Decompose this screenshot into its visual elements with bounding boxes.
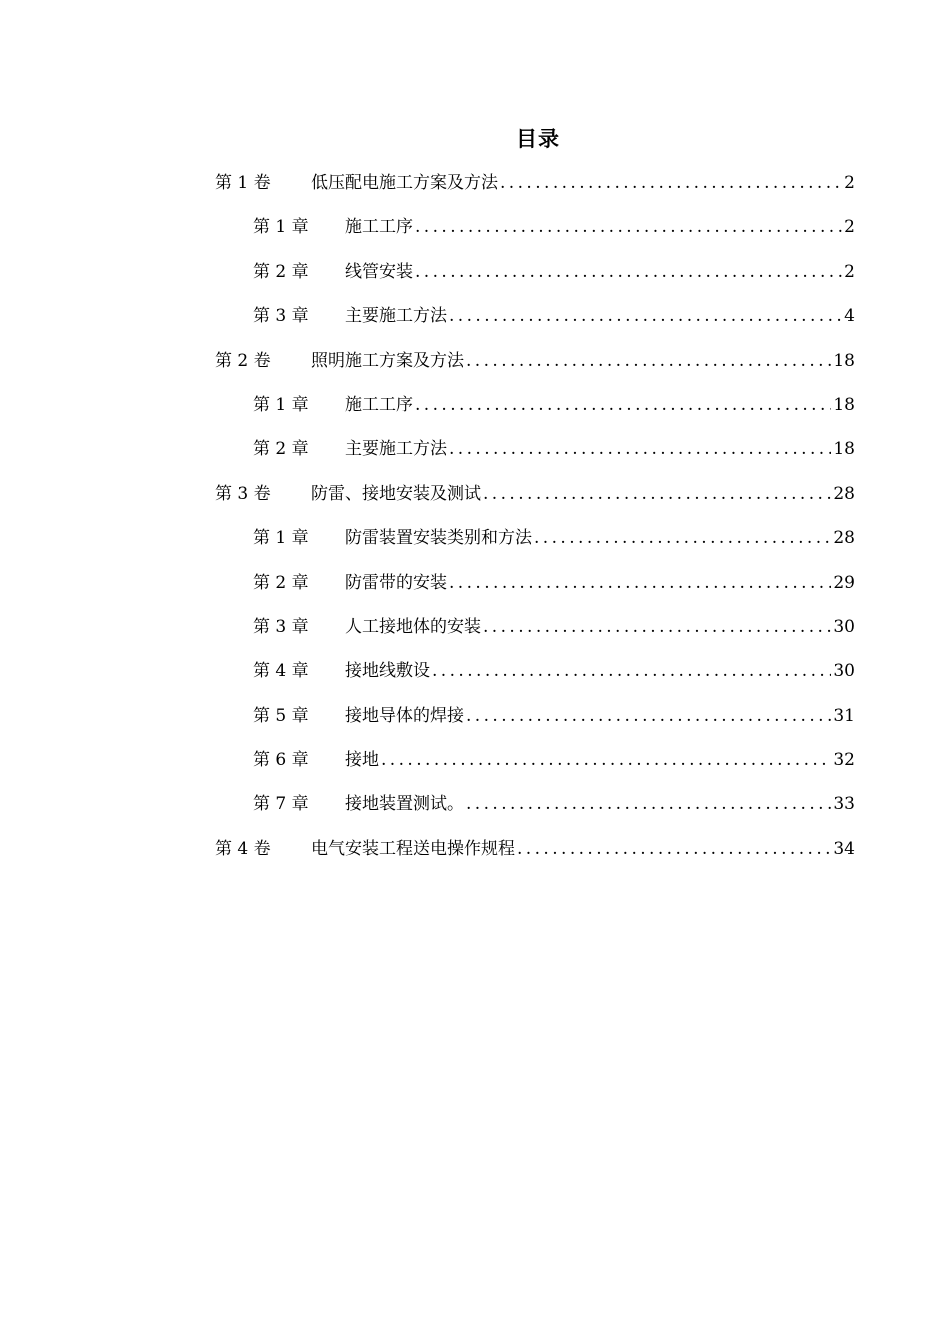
toc-entry-number: 第 2 章 — [253, 572, 309, 593]
toc-entry-number: 第 3 章 — [253, 616, 309, 637]
toc-entry[interactable] — [215, 212, 855, 256]
toc-entry-page: 30 — [833, 616, 855, 637]
toc-entry[interactable] — [215, 257, 855, 301]
toc-entry-page: 32 — [833, 750, 855, 771]
toc-entry-number: 第 1 章 — [253, 528, 309, 549]
toc-entry-title: 电气安装工程送电操作规程 — [311, 838, 515, 859]
toc-entry[interactable] — [215, 701, 855, 745]
toc-entry[interactable] — [215, 789, 855, 833]
toc-entry-page: 2 — [844, 261, 855, 282]
toc-entry[interactable] — [215, 434, 855, 478]
toc-entry[interactable] — [215, 656, 855, 700]
toc-entry-title: 施工工序 — [345, 394, 413, 415]
toc-entry-title: 接地线敷设 — [345, 661, 430, 682]
toc-entry-title: 接地装置测试。 — [345, 794, 464, 815]
toc-entry-title: 防雷带的安装 — [345, 572, 447, 593]
toc-dot-leader — [449, 434, 831, 464]
toc-dot-leader — [466, 701, 831, 731]
toc-entry[interactable] — [215, 834, 855, 878]
toc-title: 目录 — [516, 127, 560, 151]
toc-entry-number: 第 3 卷 — [215, 483, 271, 504]
toc-entry-title: 低压配电施工方案及方法 — [311, 173, 498, 193]
toc-list — [215, 168, 855, 878]
toc-entry-page: 31 — [833, 705, 855, 726]
toc-entry-number: 第 1 章 — [253, 217, 309, 238]
toc-entry[interactable] — [215, 301, 855, 345]
toc-dot-leader — [466, 346, 831, 376]
toc-entry-title: 接地导体的焊接 — [345, 705, 464, 726]
toc-entry-number: 第 3 章 — [253, 306, 309, 327]
toc-entry-page: 28 — [833, 483, 855, 504]
toc-entry-number: 第 4 卷 — [215, 838, 271, 859]
toc-dot-leader — [415, 257, 842, 287]
toc-dot-leader — [517, 834, 831, 864]
toc-entry-number: 第 5 章 — [253, 705, 309, 726]
toc-dot-leader — [449, 568, 831, 598]
toc-entry[interactable] — [215, 612, 855, 656]
toc-entry[interactable] — [215, 390, 855, 434]
toc-entry-title: 主要施工方法 — [345, 306, 447, 327]
toc-entry-title: 照明施工方案及方法 — [311, 350, 464, 371]
toc-dot-leader — [534, 523, 831, 553]
toc-entry-page: 33 — [833, 794, 855, 815]
toc-entry[interactable] — [215, 346, 855, 390]
toc-entry-number: 第 4 章 — [253, 661, 309, 682]
toc-entry-number: 第 1 章 — [253, 394, 309, 415]
toc-dot-leader — [500, 168, 842, 198]
toc-entry-number: 第 2 卷 — [215, 350, 271, 371]
toc-dot-leader — [483, 612, 831, 642]
toc-entry-title: 防雷装置安装类别和方法 — [345, 528, 532, 549]
toc-entry[interactable] — [215, 168, 855, 212]
toc-entry-title: 接地 — [345, 750, 379, 771]
toc-entry-number: 第 7 章 — [253, 794, 309, 815]
toc-entry-number: 第 6 章 — [253, 750, 309, 771]
toc-dot-leader — [449, 301, 842, 331]
toc-dot-leader — [381, 745, 831, 775]
toc-entry-title: 人工接地体的安装 — [345, 616, 481, 637]
toc-entry[interactable] — [215, 568, 855, 612]
toc-entry-title: 主要施工方法 — [345, 439, 447, 460]
toc-entry-page: 2 — [844, 217, 855, 238]
toc-dot-leader — [483, 479, 831, 509]
toc-entry-number: 第 1 卷 — [215, 173, 271, 193]
toc-entry-page: 4 — [844, 306, 855, 327]
toc-entry-page: 28 — [833, 528, 855, 549]
toc-entry-title: 施工工序 — [345, 217, 413, 238]
toc-dot-leader — [466, 789, 831, 819]
toc-entry-page: 29 — [833, 572, 855, 593]
toc-entry-page: 30 — [833, 661, 855, 682]
toc-entry-page: 18 — [833, 394, 855, 415]
toc-entry-number: 第 2 章 — [253, 439, 309, 460]
toc-dot-leader — [415, 212, 842, 242]
toc-entry[interactable] — [215, 523, 855, 567]
toc-entry-page: 34 — [833, 838, 855, 859]
toc-dot-leader — [415, 390, 831, 420]
toc-entry[interactable] — [215, 745, 855, 789]
toc-entry-page: 18 — [833, 439, 855, 460]
toc-entry-title: 线管安装 — [345, 261, 413, 282]
toc-entry-page: 2 — [844, 173, 855, 193]
toc-entry-page: 18 — [833, 350, 855, 371]
toc-entry-number: 第 2 章 — [253, 261, 309, 282]
toc-entry[interactable] — [215, 479, 855, 523]
toc-dot-leader — [432, 656, 831, 686]
toc-entry-title: 防雷、接地安装及测试 — [311, 483, 481, 504]
